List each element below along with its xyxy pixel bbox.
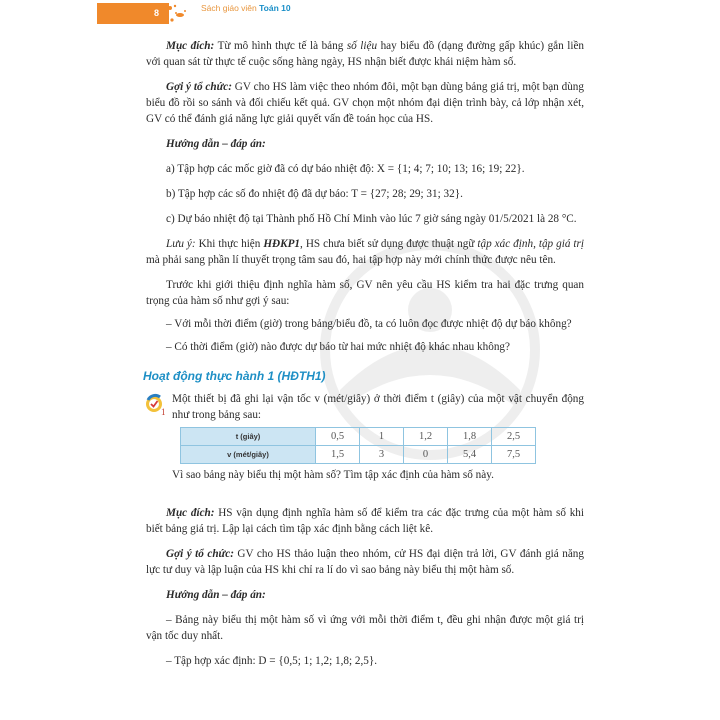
note-paragraph: Lưu ý: Khi thực hiện HĐKP1, HS chưa biết sử dụng được thuật ngữ tập xác định, tập giá trị mà phải sang phần lí thuyết trọng tâm sau đó, hai tập hợp này mới chính thức được nêu tên.: [146, 238, 585, 266]
page-number: 8: [153, 8, 159, 18]
activity-question: Vì sao bảng này biểu thị một hàm số? Tìm tập xác định của hàm số này.: [172, 469, 494, 481]
answer-b: b) Tập hợp các số đo nhiệt độ đã dự báo: T = {27; 28; 29; 31; 32}.: [166, 188, 463, 200]
table-cell: 1: [360, 428, 404, 446]
answer-a: a) Tập hợp các mốc giờ đã có dự báo nhiệt độ: X = {1; 4; 7; 10; 13; 16; 19; 22}.: [166, 163, 525, 175]
table-cell: 1,8: [448, 428, 492, 446]
paint-splash-icon: [167, 4, 189, 24]
table-row: [181, 428, 536, 446]
table-cell: 7,5: [492, 446, 536, 464]
row-header-t: t (giây): [181, 428, 316, 446]
book-title: Sách giáo viên Toán 10: [201, 3, 291, 13]
table-cell: 1,5: [316, 446, 360, 464]
table-cell: 3: [360, 446, 404, 464]
activity-prompt: Một thiết bị đã ghi lại vận tốc v (mét/giây) ở thời điểm t (giây) của một vật chuyển động như trong bảng sau:: [172, 393, 584, 421]
section-title: Hoạt động thực hành 1 (HĐTH1): [143, 369, 326, 383]
organization-paragraph-2: Gợi ý tổ chức: GV cho HS thảo luận theo nhóm, cử HS đại diện trả lời, GV đánh giá năng lực tư duy và lập luận của HS khi chỉ ra lí do vì sao bảng này biểu thị một hàm số.: [146, 548, 584, 576]
answer-2-2: – Tập hợp xác định: D = {0,5; 1; 1,2; 1,8; 2,5}.: [166, 655, 378, 667]
velocity-table: [180, 427, 536, 464]
question-2: – Có thời điểm (giờ) nào được dự báo từ hai mức nhiệt độ khác nhau không?: [166, 341, 510, 353]
table-row: [181, 446, 536, 464]
intro-paragraph: Trước khi giới thiệu định nghĩa hàm số, GV nên yêu cầu HS kiểm tra hai đặc trưng quan trọng của hàm số như gợi ý sau:: [146, 279, 584, 307]
table-cell: 5,4: [448, 446, 492, 464]
activity-box: [146, 391, 584, 483]
answer-guide-heading-2: Hướng dẫn – đáp án:: [166, 589, 266, 601]
table-cell: 1,2: [404, 428, 448, 446]
table-cell: 0,5: [316, 428, 360, 446]
page-header: [97, 3, 497, 24]
answer-c: c) Dự báo nhiệt độ tại Thành phố Hồ Chí Minh vào lúc 7 giờ sáng ngày 01/5/2021 là 28 °C.: [166, 213, 577, 225]
question-1: – Với mỗi thời điểm (giờ) trong bảng/biểu đồ, ta có luôn đọc được nhiệt độ dự báo không?: [166, 318, 572, 330]
answer-2-1: – Bảng này biểu thị một hàm số vì ứng với mỗi thời điểm t, đều ghi nhận được một giá trị vận tốc duy nhất.: [146, 614, 584, 642]
page-content: [143, 38, 585, 669]
purpose-paragraph-1: Mục đích: Từ mô hình thực tế là bảng số liệu hay biểu đồ (dạng đường gấp khúc) gắn liền với quan sát từ thực tế cuộc sống hàng ngày, HS nhận biết được khái niệm hàm số.: [146, 40, 585, 68]
purpose-paragraph-2: Mục đích: HS vận dụng định nghĩa hàm số để kiểm tra các đặc trưng của một hàm số khi biết bảng giá trị. Lập lại cách tìm tập xác định bằng cách liệt kê.: [146, 507, 585, 535]
row-header-v: v (mét/giây): [181, 446, 316, 464]
organization-paragraph-1: Gợi ý tổ chức: GV cho HS làm việc theo nhóm đôi, một bạn dùng bảng giá trị, một bạn dùng biểu đồ rồi so sánh và đối chiếu kết quả. GV chọn một nhóm đại diện trình bày, cả lớp nhận xét, GV có thể đánh giá năng lực giải quyết vấn đề toán học của HS.: [146, 81, 584, 125]
answer-guide-heading-1: Hướng dẫn – đáp án:: [166, 138, 266, 150]
table-cell: 0: [404, 446, 448, 464]
table-cell: 2,5: [492, 428, 536, 446]
check-clock-icon: [144, 392, 168, 416]
svg-text:1: 1: [161, 407, 166, 416]
